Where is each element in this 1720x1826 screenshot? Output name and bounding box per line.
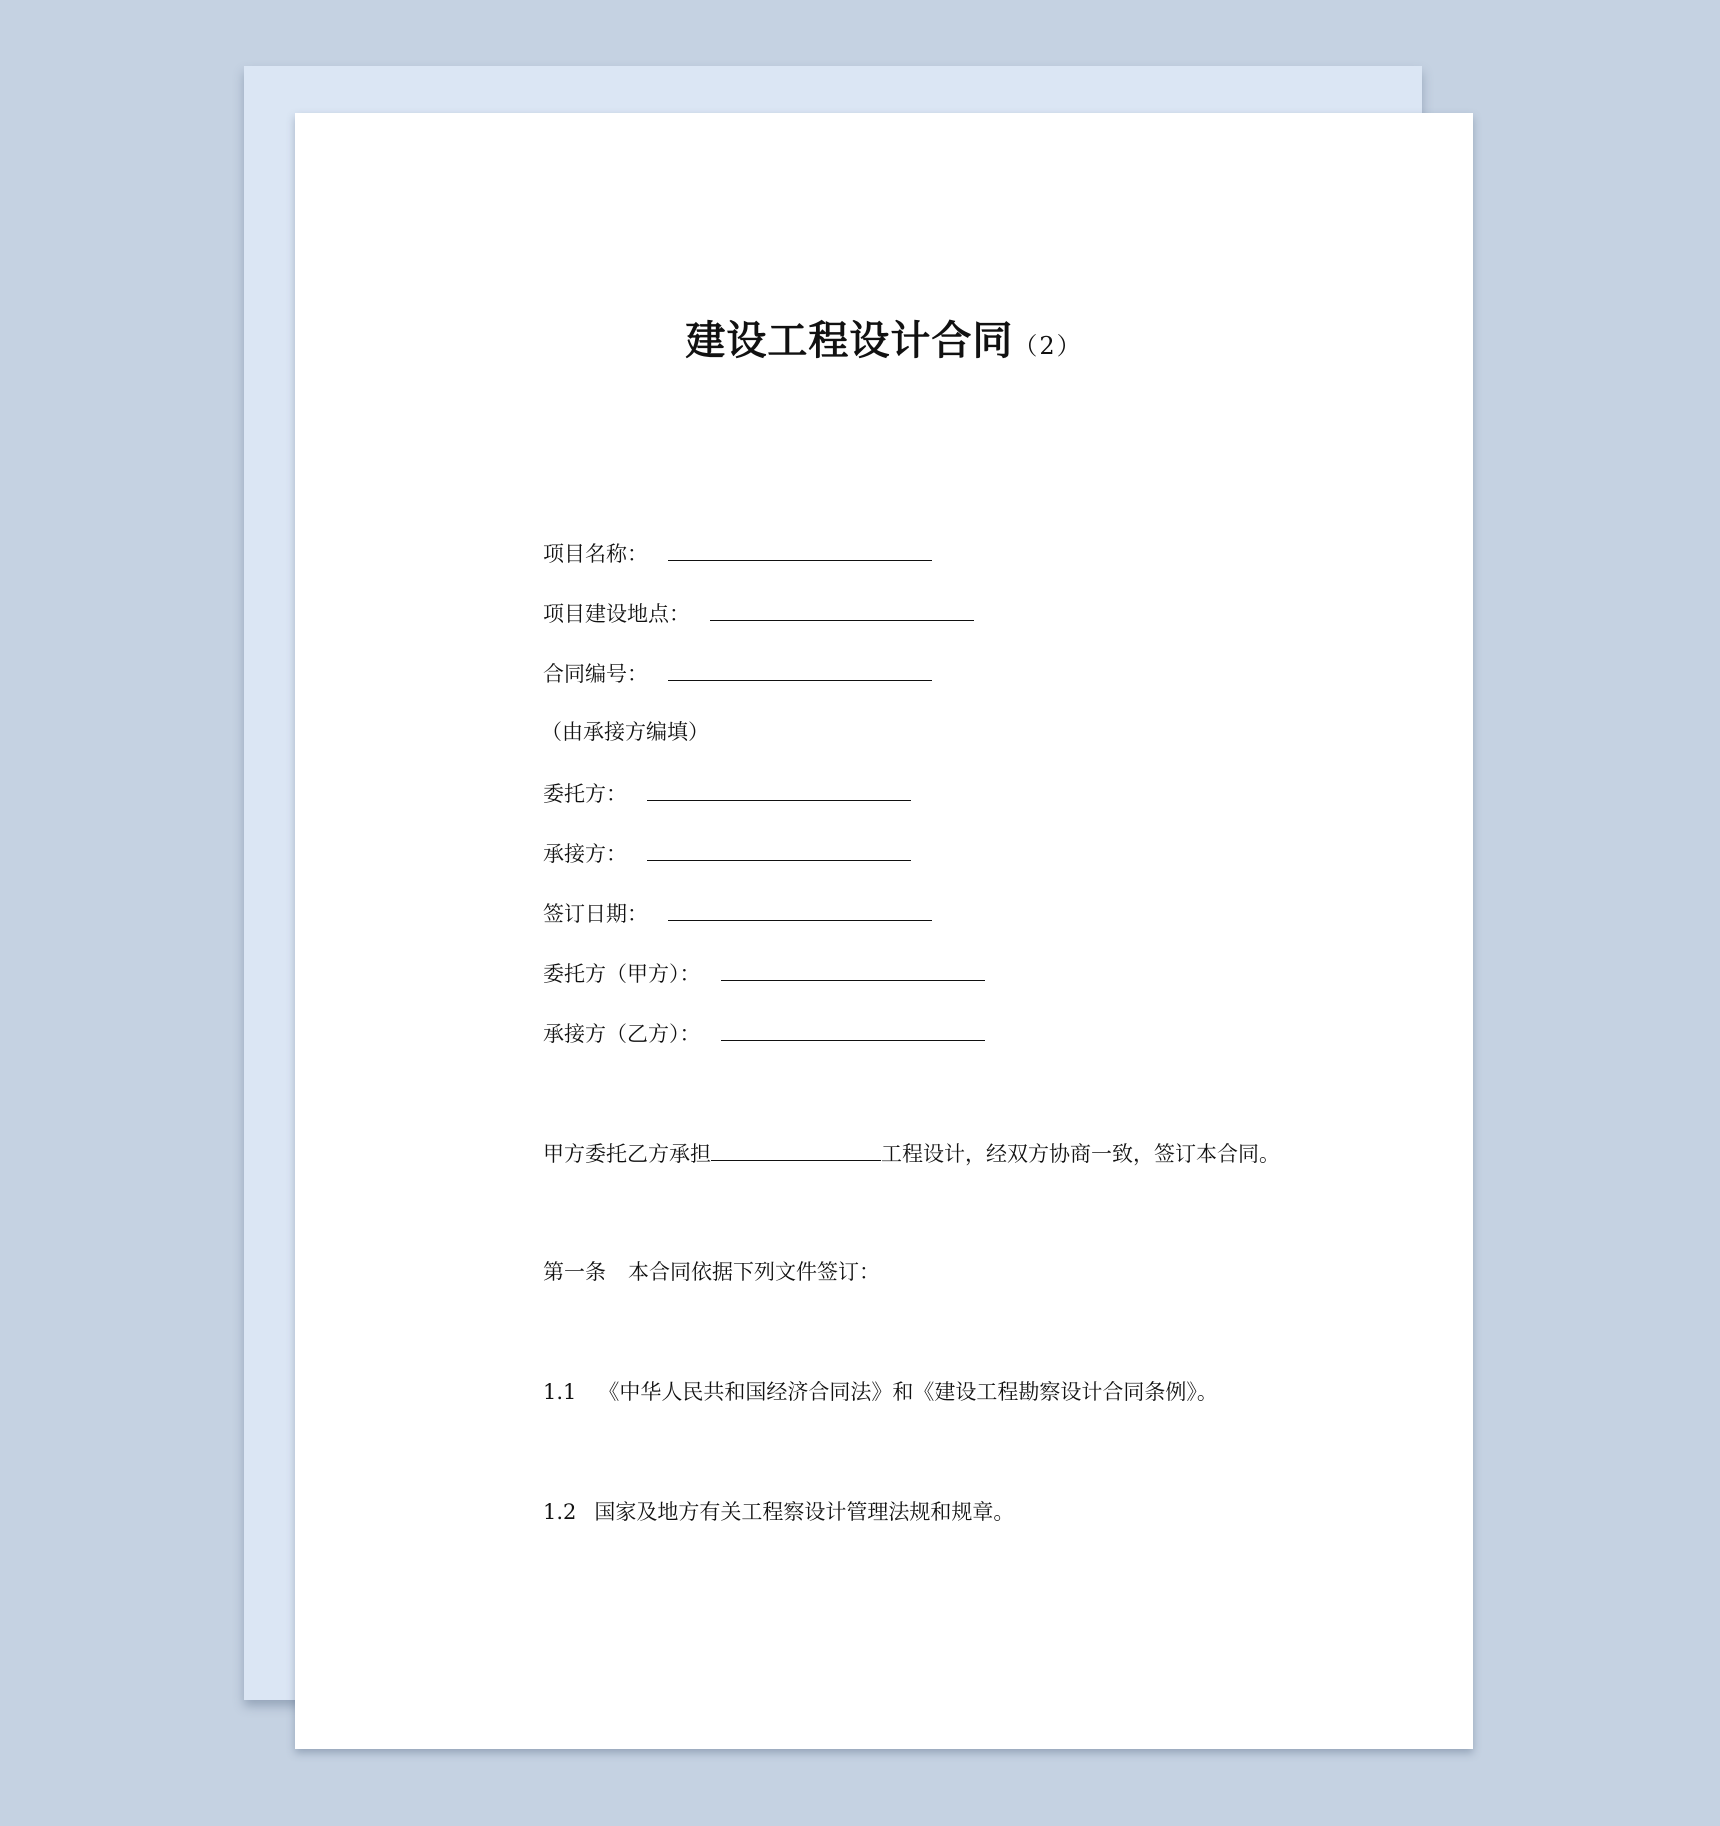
field-filled-by-contractor: [541, 718, 709, 746]
field-label: 签订日期：: [543, 902, 648, 926]
clause-text: 《中华人民共和国经济合同法》和《建设工程勘察设计合同条例》。: [598, 1380, 1218, 1404]
blank-line: [668, 658, 932, 681]
field-label: 承接方：: [543, 842, 627, 866]
field-project-name: [543, 538, 932, 568]
clause-1-1: [543, 1378, 1218, 1406]
blank-line: [710, 598, 974, 621]
title-main: 建设工程设计合同: [685, 318, 1014, 364]
article-text: 本合同依据下列文件签订：: [628, 1260, 880, 1284]
blank-line: [668, 898, 932, 921]
document-page: [295, 113, 1473, 1749]
clause-number: 1.2: [543, 1500, 577, 1524]
field-label: 委托方（甲方）：: [543, 962, 701, 986]
article-1: [543, 1258, 880, 1286]
blank-line: [721, 1018, 985, 1041]
field-label: 项目名称：: [543, 542, 648, 566]
blank-line: [668, 538, 932, 561]
blank-line: [711, 1138, 881, 1161]
clause-number: 1.1: [543, 1380, 577, 1404]
field-contractor: [543, 838, 911, 868]
blank-line: [721, 958, 985, 981]
field-party-b: [543, 1018, 985, 1048]
field-label: 合同编号：: [543, 662, 648, 686]
field-contract-number: [543, 658, 932, 688]
field-signing-date: [543, 898, 932, 928]
field-label: 委托方：: [543, 782, 627, 806]
field-label: 承接方（乙方）：: [543, 1022, 701, 1046]
clause-text: 国家及地方有关工程察设计管理法规和规章。: [594, 1500, 1015, 1524]
field-project-location: [543, 598, 974, 628]
title-sub: （2）: [1013, 332, 1083, 360]
article-number: 第一条: [543, 1260, 606, 1284]
intro-before: 甲方委托乙方承担: [543, 1142, 711, 1166]
field-label: 项目建设地点：: [543, 602, 690, 626]
field-party-a: [543, 958, 985, 988]
intro-after: 工程设计，经双方协商一致，签订本合同。: [881, 1142, 1280, 1166]
clause-1-2: [543, 1498, 1014, 1526]
blank-line: [647, 838, 911, 861]
intro-paragraph: [543, 1138, 1280, 1168]
document-title: [295, 309, 1473, 366]
field-client: [543, 778, 911, 808]
field-note: （由承接方编填）: [541, 720, 709, 744]
blank-line: [647, 778, 911, 801]
